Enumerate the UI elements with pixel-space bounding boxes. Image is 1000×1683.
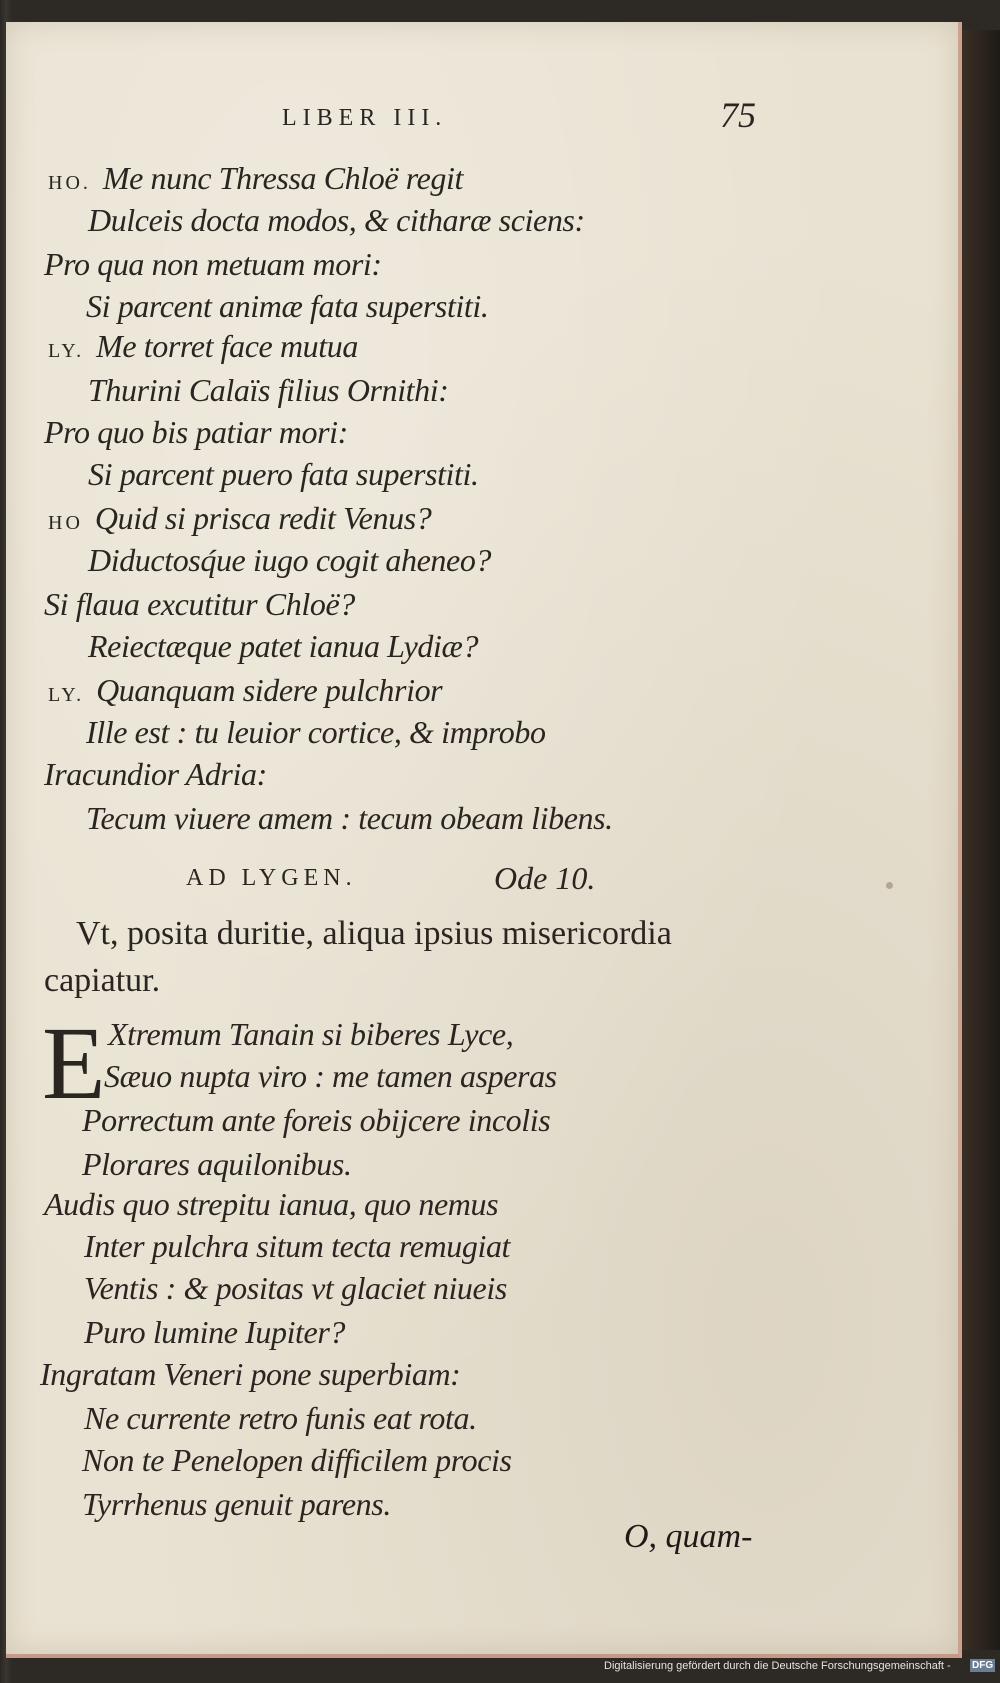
book-edge (962, 30, 1000, 1650)
verse-line: Reiectæque patet ianua Lydiæ? (88, 628, 479, 664)
verse-line: Si parcent puero fata superstiti. (88, 456, 479, 492)
ode-number: Ode 10. (494, 860, 596, 896)
speaker-label: LY. (48, 340, 85, 362)
verse-line: Puro lumine Iupiter? (84, 1314, 346, 1350)
speaker-label: LY. (48, 684, 85, 706)
ink-spot (886, 882, 893, 889)
catchword: O, quam- (624, 1518, 753, 1555)
verse-line: Pro quo bis patiar mori: (44, 414, 348, 450)
verse-line: Si parcent animæ fata superstiti. (86, 288, 489, 324)
verse-line: Si flaua excutitur Chloë? (44, 586, 355, 622)
verse-text: Quanquam sidere pulchrior (96, 672, 443, 708)
verse-line: Ne currente retro funis eat rota. (84, 1400, 477, 1436)
verse-line (48, 328, 358, 365)
verse-line: Porrectum ante foreis obijcere incolis (82, 1102, 551, 1138)
verse-line: Ingratam Veneri pone superbiam: (40, 1356, 461, 1392)
running-head: LIBER III. (282, 105, 448, 131)
verse-line: Thurini Calaïs filius Ornithi: (88, 372, 449, 408)
verse-line: Xtremum Tanain si biberes Lyce, (108, 1016, 514, 1052)
verse-line: Ille est : tu leuior cortice, & improbo (86, 714, 546, 750)
verse-line: Iracundior Adria: (44, 756, 267, 792)
dfg-logo: DFG (972, 1660, 994, 1671)
verse-text: Me nunc Thressa Chloë regit (102, 160, 464, 196)
ode-title: AD LYGEN. (186, 865, 357, 891)
verse-line: Sæuo nupta viro : me tamen asperas (104, 1058, 557, 1094)
verse-line: Tyrrhenus genuit parens. (82, 1486, 391, 1522)
verse-line: Audis quo strepitu ianua, quo nemus (44, 1186, 499, 1222)
verse-line (48, 672, 442, 709)
verse-line (48, 160, 463, 197)
verse-text: Quid si prisca redit Venus? (94, 500, 432, 536)
page-number: 75 (720, 95, 756, 135)
verse-text: Me torret face mutua (96, 328, 358, 364)
verse-line: Plorares aquilonibus. (82, 1146, 352, 1182)
ode-argument: Vt, posita duritie, aliqua ipsius misericordia (76, 915, 672, 952)
speaker-label: HO (48, 512, 83, 534)
verse-line: Tecum viuere amem : tecum obeam libens. (86, 800, 613, 836)
verse-line: Diductosq́ue iugo cogit aheneo? (88, 542, 492, 578)
verse-line: Ventis : & positas vt glaciet niueis (84, 1270, 507, 1306)
digitization-credit: Digitalisierung gefördert durch die Deutsche Forschungsgemeinschaft - (604, 1660, 951, 1672)
verse-line: Pro qua non metuam mori: (44, 246, 382, 282)
verse-line: Non te Penelopen difficilem procis (82, 1442, 512, 1478)
ode-argument: capiatur. (44, 962, 161, 999)
drop-cap: E (42, 1006, 106, 1121)
verse-line (48, 500, 431, 537)
verse-line: Inter pulchra situm tecta remugiat (84, 1228, 511, 1264)
verse-line: Dulceis docta modos, & citharæ sciens: (88, 202, 585, 238)
speaker-label: HO. (48, 172, 91, 194)
